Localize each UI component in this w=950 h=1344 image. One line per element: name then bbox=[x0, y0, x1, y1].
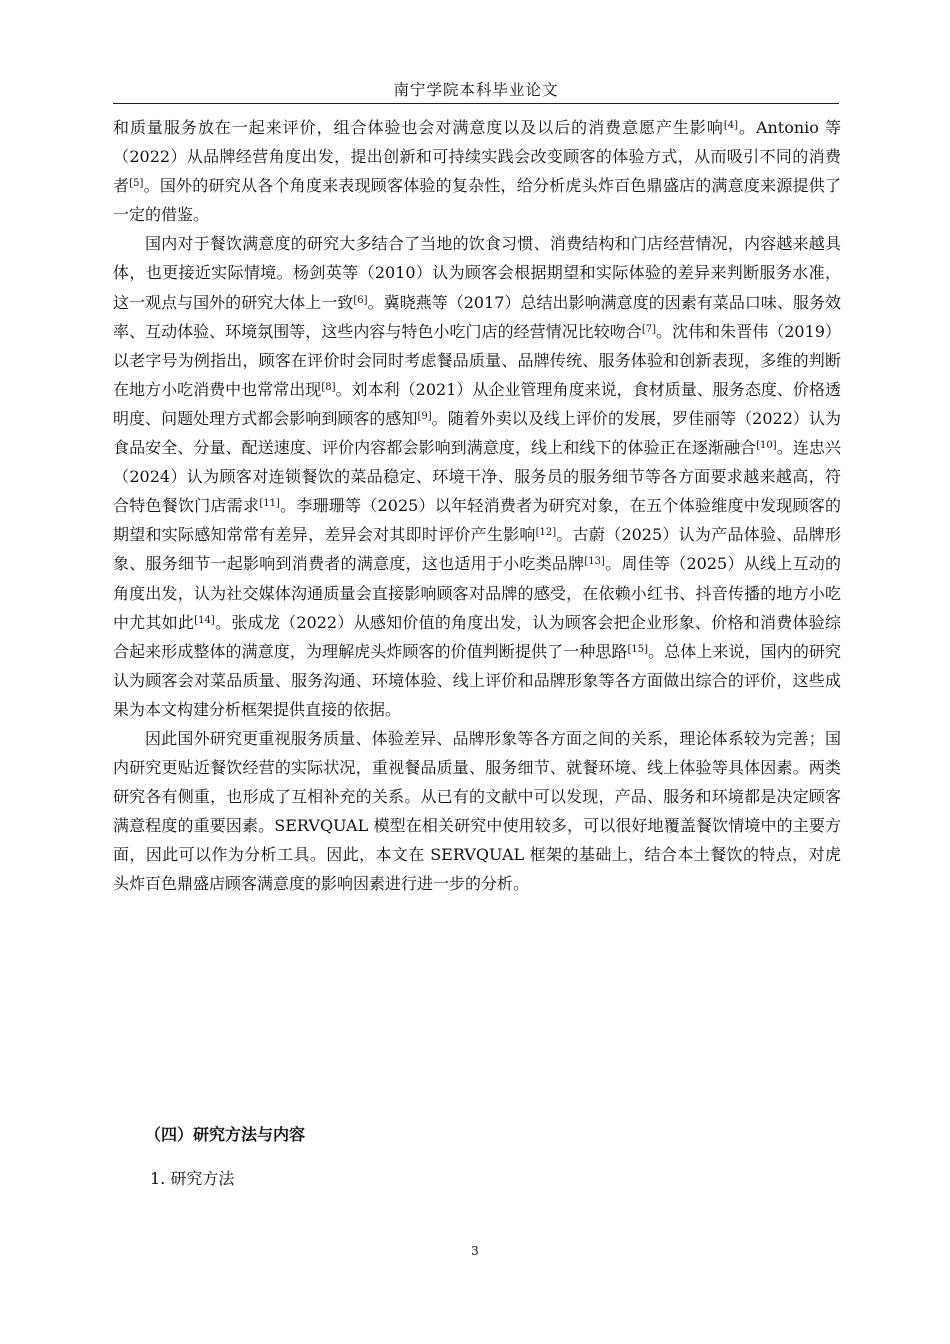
body-paragraph bbox=[113, 724, 841, 899]
sub-heading: 1. 研究方法 bbox=[150, 1169, 235, 1188]
body-paragraph bbox=[113, 113, 841, 229]
citation-marker: [8] bbox=[321, 381, 336, 393]
text-run: 。李珊珊等（2025）以年轻消费者为研究对象，在五个体验维度中发现顾客的期望和实际感知常常有差异，差异会对其即时评价产生影响 bbox=[113, 496, 841, 545]
citation-marker: [5] bbox=[129, 178, 144, 190]
citation-marker: [15] bbox=[627, 643, 649, 655]
running-header: 南宁学院本科毕业论文 bbox=[393, 81, 559, 99]
citation-marker: [9] bbox=[417, 410, 432, 422]
citation-marker: [12] bbox=[535, 527, 557, 539]
page-number: 3 bbox=[471, 1244, 479, 1258]
body-text bbox=[113, 113, 841, 899]
text-run: 。周佳等（2025）从线上互动的角度出发，认为社交媒体沟通质量会直接影响顾客对品牌的感受，在依赖小红书、抖音传播的地方小吃中尤其如此 bbox=[113, 554, 841, 632]
text-run: 。沈伟和朱晋伟（2019）以老字号为例指出，顾客在评价时会同时考虑餐品质量、品牌传统、服务体验和创新表现，多维的判断在地方小吃消费中也常常出现 bbox=[113, 321, 841, 399]
citation-marker: [7] bbox=[641, 323, 657, 335]
text-run: 。Antonio 等（2022）从品牌经营角度出发，提出创新和可持续实践会改变顾客的体验方式，从而吸引不同的消费者 bbox=[113, 118, 841, 196]
citation-marker: [10] bbox=[756, 440, 777, 452]
text-run: 。国外的研究从各个角度来表现顾客体验的复杂性，给分析虎头炸百色鼎盛店的满意度来源提供了一定的借鉴。 bbox=[113, 176, 841, 225]
section-heading: （四）研究方法与内容 bbox=[145, 1125, 306, 1144]
text-run: 因此国外研究更重视服务质量、体验差异、品牌形象等各方面之间的关系，理论体系较为完善；国内研究更贴近餐饮经营的实际状况，重视餐品质量、服务细节、就餐环境、线上体验等具体因素。两类研究各有侧重，也形成了互相补充的关系。从已有的文献中可以发现，产品、服务和环境都是决定顾客满意程度的重要因素。SERVQUAL 模型在相关研究中使用较多，可以很好地覆盖餐饮情境中的主要方面，因此可以作为分析工具。因此，本文在 SERVQUAL 框架的基础上，结合本土餐饮的特点，对虎头炸百色鼎盛店顾客满意度的影响因素进行进一步的分析。 bbox=[113, 728, 841, 894]
text-run: 。连忠兴（2024）认为顾客对连锁餐饮的菜品稳定、环境干净、服务员的服务细节等各方面要求越来越高，符合特色餐饮门店需求 bbox=[113, 438, 841, 516]
citation-marker: [14] bbox=[194, 614, 215, 626]
text-run: 。总体上来说，国内的研究认为顾客会对菜品质量、服务沟通、环境体验、线上评价和品牌形象等各方面做出综合的评价，这些成果为本文构建分析框架提供直接的依据。 bbox=[113, 641, 841, 719]
text-run: 。随着外卖以及线上评价的发展，罗佳丽等（2022）认为食品安全、分量、配送速度、评价内容都会影响到满意度，线上和线下的体验正在逐渐融合 bbox=[113, 408, 841, 458]
body-paragraph bbox=[113, 229, 841, 724]
text-run: 。冀晓燕等（2017）总结出影响满意度的因素有菜品口味、服务效率、互动体验、环境氛围等，这些内容与特色小吃门店的经营情况比较吻合 bbox=[113, 292, 841, 341]
text-run: 。古蔚（2025）认为产品体验、品牌形象、服务细节一起影响到消费者的满意度，这也适用于小吃类品牌 bbox=[113, 525, 841, 574]
citation-marker: [6] bbox=[353, 294, 368, 306]
text-run: 。张成龙（2022）从感知价值的角度出发，认为顾客会把企业形象、价格和消费体验综合起来形成整体的满意度，为理解虎头炸顾客的价值判断提供了一种思路 bbox=[113, 612, 841, 661]
header-divider bbox=[113, 103, 839, 104]
citation-marker: [13] bbox=[584, 556, 605, 568]
text-run: 和质量服务放在一起来评价，组合体验也会对满意度以及以后的消费意愿产生影响 bbox=[113, 118, 724, 137]
citation-marker: [4] bbox=[723, 120, 739, 131]
text-run: 国内对于餐饮满意度的研究大多结合了当地的饮食习惯、消费结构和门店经营情况，内容越来越具体，也更接近实际情境。杨剑英等（2010）认为顾客会根据期望和实际体验的差异来判断服务水准，这一观点与国外的研究大体上一致 bbox=[113, 234, 841, 312]
citation-marker: [11] bbox=[259, 498, 280, 510]
text-run: 。刘本利（2021）从企业管理角度来说，食材质量、服务态度、价格透明度、问题处理方式都会影响到顾客的感知 bbox=[113, 379, 841, 428]
